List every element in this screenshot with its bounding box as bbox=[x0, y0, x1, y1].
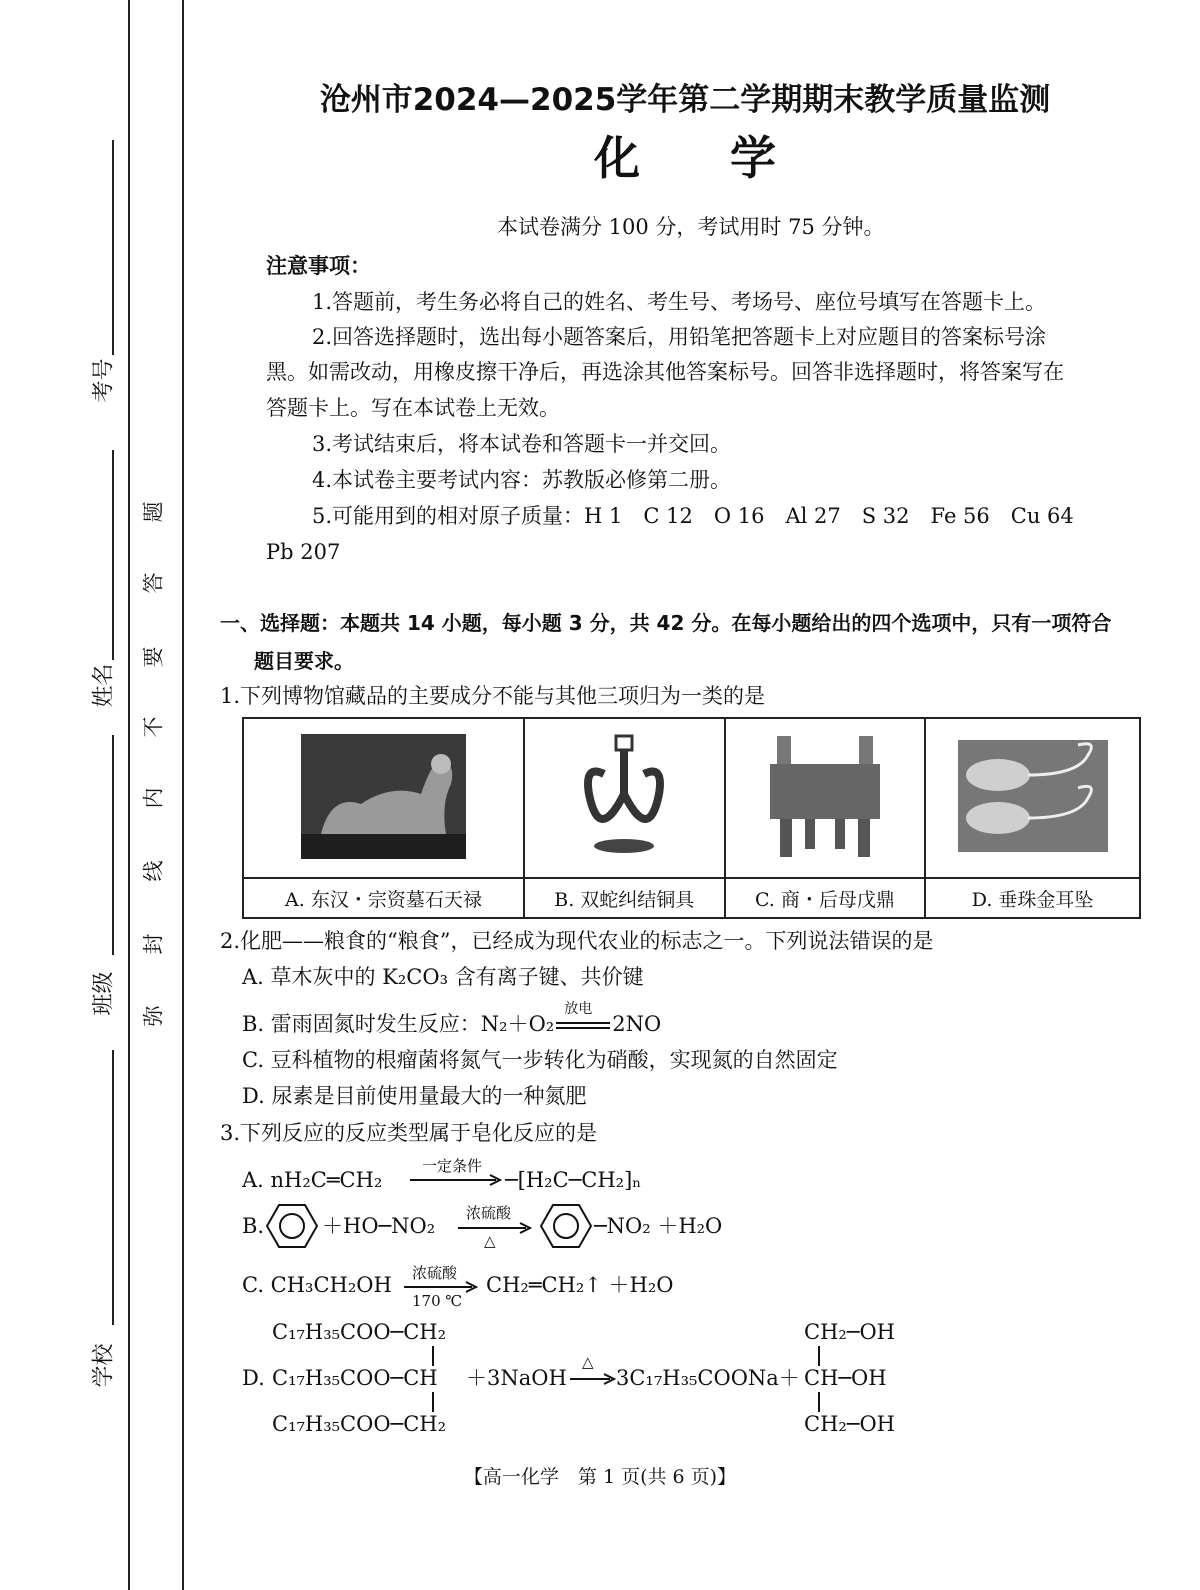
reaction-condition-arrow bbox=[554, 1000, 612, 1035]
q3-option-c-right: CH₂═CH₂↑ ＋H₂O bbox=[486, 1273, 674, 1297]
seal-char: 不 bbox=[141, 716, 166, 738]
seal-char: 题 bbox=[141, 501, 166, 523]
gold-earring-image bbox=[958, 740, 1108, 852]
exam-no-label: 考号 bbox=[91, 358, 117, 403]
q3-option-b-mid: ＋HO─NO₂ bbox=[322, 1214, 436, 1238]
seal-char: 线 bbox=[141, 860, 166, 882]
q3-b-condition-top: 浓硫酸 bbox=[466, 1204, 512, 1222]
stone-beast-image bbox=[301, 734, 466, 859]
q3-option-b-right: ─NO₂ ＋H₂O bbox=[594, 1214, 723, 1238]
q3-d-product: 3C₁₇H₃₅COONa＋ bbox=[616, 1366, 800, 1390]
bond-line bbox=[818, 1392, 820, 1412]
notes-heading: 注意事项： bbox=[266, 254, 371, 278]
q3-d-glycerol-1: CH₂─OH bbox=[804, 1320, 895, 1344]
q1-option-c: C. 商・后母戊鼎 bbox=[725, 878, 926, 918]
section-heading: 一、选择题：本题共 14 小题，每小题 3 分，共 42 分。在每小题给出的四个选项中，只有一项符合 bbox=[220, 611, 1112, 635]
q1-option-d-image bbox=[925, 718, 1140, 878]
bronze-snake-image bbox=[569, 734, 679, 859]
q3-d-mid: ＋3NaOH bbox=[466, 1366, 567, 1390]
q1-option-d: D. 垂珠金耳坠 bbox=[925, 878, 1140, 918]
q1-option-c-image bbox=[725, 718, 926, 878]
benzene-ring-icon bbox=[266, 1203, 318, 1249]
reaction-arrow-d bbox=[570, 1373, 616, 1385]
q3-option-a-right: ─[H₂C─CH₂]ₙ bbox=[505, 1168, 642, 1192]
bond-line bbox=[432, 1346, 434, 1366]
q3-b-condition-bottom: △ bbox=[484, 1232, 496, 1250]
q3-d-row1: C₁₇H₃₅COO─CH₂ bbox=[272, 1320, 446, 1344]
equals-sign-lower bbox=[556, 1027, 610, 1029]
q3-option-b-label: B. bbox=[242, 1214, 265, 1238]
q3-option-c-left: C. CH₃CH₂OH bbox=[242, 1273, 392, 1297]
q2-option-c: C. 豆科植物的根瘤菌将氮气一步转化为硝酸，实现氮的自然固定 bbox=[242, 1048, 838, 1072]
q2-stem: 2.化肥——粮食的“粮食”，已经成为现代农业的标志之一。下列说法错误的是 bbox=[220, 929, 934, 953]
section-heading-cont: 题目要求。 bbox=[254, 649, 354, 673]
q2-option-b-right: 2NO bbox=[612, 1012, 662, 1036]
q3-d-row2: C₁₇H₃₅COO─CH bbox=[272, 1366, 438, 1390]
q3-d-row3: C₁₇H₃₅COO─CH₂ bbox=[272, 1412, 446, 1436]
seal-char: 封 bbox=[141, 933, 166, 955]
q1-option-a: A. 东汉・宗资墓石天禄 bbox=[243, 878, 524, 918]
exam-meta: 本试卷满分 100 分，考试用时 75 分钟。 bbox=[497, 215, 885, 239]
q3-option-d-label: D. bbox=[242, 1366, 265, 1390]
seal-char: 要 bbox=[141, 646, 166, 668]
bronze-ding-image bbox=[765, 734, 885, 859]
note-line: 2.回答选择题时，选出每小题答案后，用铅笔把答题卡上对应题目的答案标号涂 bbox=[312, 325, 1047, 349]
q3-a-condition: 一定条件 bbox=[422, 1157, 483, 1175]
q1-stem: 1.下列博物馆藏品的主要成分不能与其他三项归为一类的是 bbox=[220, 684, 766, 708]
note-line: Pb 207 bbox=[266, 540, 341, 564]
page-footer: 【高一化学 第 1 页(共 6 页)】 bbox=[463, 1466, 737, 1488]
q3-d-glycerol-2: CH─OH bbox=[804, 1366, 887, 1390]
bond-line bbox=[818, 1346, 820, 1366]
class-label: 班级 bbox=[91, 971, 117, 1016]
q2-option-b-left: B. 雷雨固氮时发生反应：N₂＋O₂ bbox=[242, 1012, 555, 1036]
note-line: 5.可能用到的相对原子质量：H 1 C 12 O 16 Al 27 S 32 Fe 56 Cu 64 bbox=[312, 504, 1074, 528]
q3-d-condition: △ bbox=[582, 1353, 594, 1371]
q1-option-b-image bbox=[524, 718, 725, 878]
binding-line-left bbox=[128, 0, 130, 1590]
bond-line bbox=[432, 1392, 434, 1412]
note-line: 3.考试结束后，将本试卷和答题卡一并交回。 bbox=[312, 432, 732, 456]
note-line: 1.答题前，考生务必将自己的姓名、考生号、考场号、座位号填写在答题卡上。 bbox=[312, 290, 1047, 314]
seal-char: 内 bbox=[141, 787, 166, 809]
reaction-arrow-a bbox=[410, 1174, 502, 1186]
reaction-condition: 放电 bbox=[564, 1000, 593, 1017]
q1-image-table bbox=[242, 717, 1141, 919]
note-line: 黑。如需改动，用橡皮擦干净后，再选涂其他答案标号。回答非选择题时，将答案写在 bbox=[266, 360, 1064, 384]
seal-char: 弥 bbox=[141, 1005, 166, 1027]
seal-char: 答 bbox=[141, 572, 166, 594]
equals-sign bbox=[556, 1022, 610, 1024]
q1-option-a-image bbox=[243, 718, 524, 878]
subject-title: 化学 bbox=[594, 131, 866, 185]
q1-option-b: B. 双蛇纠结铜具 bbox=[524, 878, 725, 918]
name-blank[interactable] bbox=[112, 450, 114, 660]
q2-option-b bbox=[242, 1000, 662, 1036]
exam-title: 沧州市2024—2025学年第二学期期末教学质量监测 bbox=[319, 82, 1051, 118]
q3-c-condition-bottom: 170 ℃ bbox=[412, 1292, 463, 1310]
exam-no-blank[interactable] bbox=[112, 140, 114, 355]
class-blank[interactable] bbox=[112, 735, 114, 955]
note-line: 4.本试卷主要考试内容：苏教版必修第二册。 bbox=[312, 468, 732, 492]
q2-option-d: D. 尿素是目前使用量最大的一种氮肥 bbox=[242, 1084, 587, 1108]
school-blank[interactable] bbox=[112, 1050, 114, 1325]
note-line: 答题卡上。写在本试卷上无效。 bbox=[266, 396, 560, 420]
binding-line-right bbox=[182, 0, 184, 1590]
q3-c-condition-top: 浓硫酸 bbox=[412, 1264, 458, 1282]
q2-option-a: A. 草木灰中的 K₂CO₃ 含有离子键、共价键 bbox=[242, 965, 644, 989]
school-label: 学校 bbox=[91, 1343, 117, 1388]
q3-d-glycerol-3: CH₂─OH bbox=[804, 1412, 895, 1436]
q3-stem: 3.下列反应的反应类型属于皂化反应的是 bbox=[220, 1121, 598, 1145]
q3-option-a-left: A. nH₂C═CH₂ bbox=[242, 1168, 383, 1192]
name-label: 姓名 bbox=[91, 663, 117, 708]
benzene-ring-icon bbox=[540, 1203, 592, 1249]
